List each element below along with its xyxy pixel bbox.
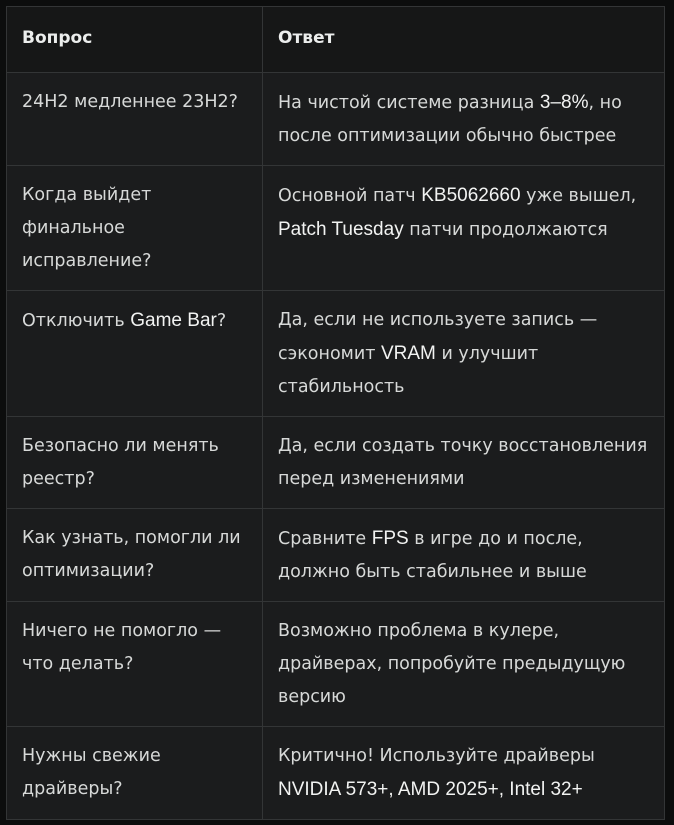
highlighted-term: VRAM [380,343,436,364]
cell-text: Отключить [22,311,131,331]
header-row [7,7,665,73]
cell-text: ? [216,311,227,331]
highlighted-term: Patch Tuesday [278,219,404,240]
cell-text: в игре до и после, должно быть стабильнее и выше [278,529,587,582]
answer-cell [263,727,665,820]
highlighted-term: 3–8% [539,92,589,113]
faq-table [6,6,665,820]
answer-cell: Да, если создать точку восстановления перед изменениями [263,417,665,509]
column-header-question: Вопрос [7,7,263,73]
question-cell: Безопасно ли менять реестр? [7,417,263,509]
question-cell: 24H2 медленнее 23H2? [7,73,263,166]
table-header [7,7,665,73]
table-row [7,509,665,602]
table-row [7,291,665,417]
highlighted-term: NVIDIA 573+, AMD 2025+, Intel 32+ [278,779,583,800]
answer-cell [263,509,665,602]
cell-text: Критично! Используйте драйверы [278,746,595,766]
answer-cell: Возможно проблема в кулере, драйверах, попробуйте предыдущую версию [263,602,665,727]
table-row [7,73,665,166]
question-cell: Как узнать, помогли ли оптимизации? [7,509,263,602]
answer-cell [263,291,665,417]
table-row [7,417,665,509]
question-cell: Когда выйдет финальное исправление? [7,166,263,291]
table-body [7,73,665,820]
answer-cell [263,73,665,166]
highlighted-term: FPS [371,528,409,549]
question-cell: Нужны свежие драйверы? [7,727,263,820]
cell-text: и улучшит стабильность [278,344,539,397]
cell-text: На чистой системе разница [278,93,540,113]
question-cell: Ничего не помогло — что делать? [7,602,263,727]
answer-cell [263,166,665,291]
cell-text: патчи продолжаются [403,220,608,240]
table-row [7,727,665,820]
highlighted-term: Game Bar [130,310,217,331]
cell-text: Основной патч [278,186,422,206]
cell-text: , но после оптимизации обычно быстрее [278,93,622,146]
table-row [7,602,665,727]
cell-text: Сравните [278,529,372,549]
cell-text: уже вышел, [520,186,637,206]
column-header-answer: Ответ [263,7,665,73]
highlighted-term: KB5062660 [421,185,521,206]
faq-table-container [6,6,664,820]
table-row [7,166,665,291]
cell-text: Да, если не используете запись — сэкономит [278,310,598,364]
question-cell [7,291,263,417]
